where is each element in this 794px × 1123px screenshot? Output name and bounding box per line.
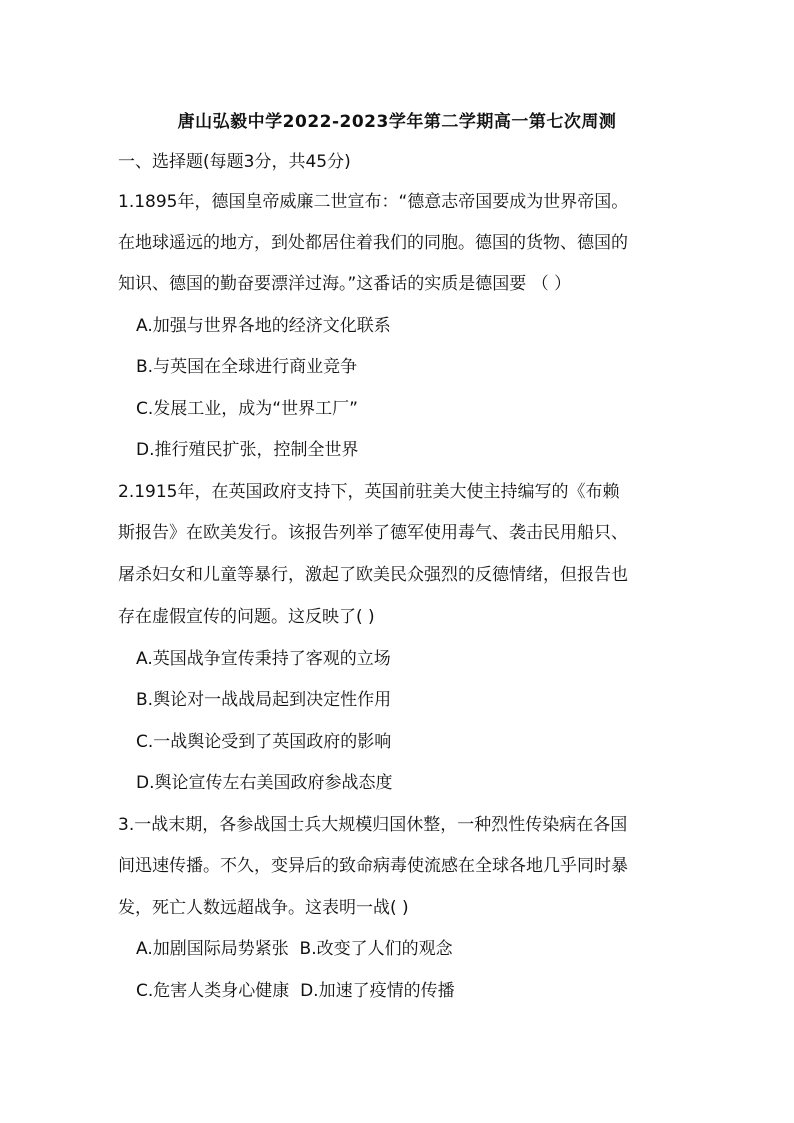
question-2-stem-line-3: 屠杀妇女和儿童等暴行，激起了欧美民众强烈的反德情绪，但报告也	[118, 565, 628, 585]
question-2-stem-line-2: 斯报告》在欧美发行。该报告列举了德军使用毒气、袭击民用船只、	[118, 523, 628, 543]
question-1-stem-line-2: 在地球遥远的地方，到处都居住着我们的同胞。德国的货物、德国的	[118, 233, 628, 253]
question-2-option-d: D.舆论宣传左右美国政府参战态度	[136, 773, 393, 793]
question-3-stem-line-3: 发，死亡人数远超战争。这表明一战( )	[118, 898, 409, 918]
question-3-options-row-2: C.危害人类身心健康 D.加速了疫情的传播	[136, 981, 455, 1001]
question-2-option-b: B.舆论对一战战局起到决定性作用	[136, 690, 392, 710]
question-1-option-b: B.与英国在全球进行商业竞争	[136, 357, 358, 377]
question-1-stem-line-3: 知识、德国的勤奋要漂洋过海。”这番话的实质是德国要 （ ）	[118, 274, 572, 294]
exam-title: 唐山弘毅中学2022-2023学年第二学期高一第七次周测	[177, 112, 617, 132]
question-1-option-a: A.加强与世界各地的经济文化联系	[136, 316, 391, 336]
question-2-stem-line-4: 存在虚假宣传的问题。这反映了( )	[118, 607, 375, 627]
question-2-option-a: A.英国战争宣传秉持了客观的立场	[136, 649, 391, 669]
question-1-option-d: D.推行殖民扩张，控制全世界	[136, 440, 359, 460]
question-3-options-row-1: A.加剧国际局势紧张 B.改变了人们的观念	[136, 939, 453, 959]
question-1-option-c: C.发展工业，成为“世界工厂”	[136, 399, 358, 419]
question-3-stem-line-2: 间迅速传播。不久，变异后的致命病毒使流感在全球各地几乎同时暴	[118, 856, 628, 876]
section-heading: 一、选择题(每题3分，共45分)	[118, 152, 351, 172]
question-3-stem-line-1: 3.一战末期，各参战国士兵大规模归国休整，一种烈性传染病在各国	[118, 815, 628, 835]
question-1-stem-line-1: 1.1895年，德国皇帝威廉二世宣布：“德意志帝国要成为世界帝国。	[118, 192, 629, 212]
question-2-stem-line-1: 2.1915年，在英国政府支持下，英国前驻美大使主持编写的《布赖	[118, 482, 620, 502]
question-2-option-c: C.一战舆论受到了英国政府的影响	[136, 732, 392, 752]
